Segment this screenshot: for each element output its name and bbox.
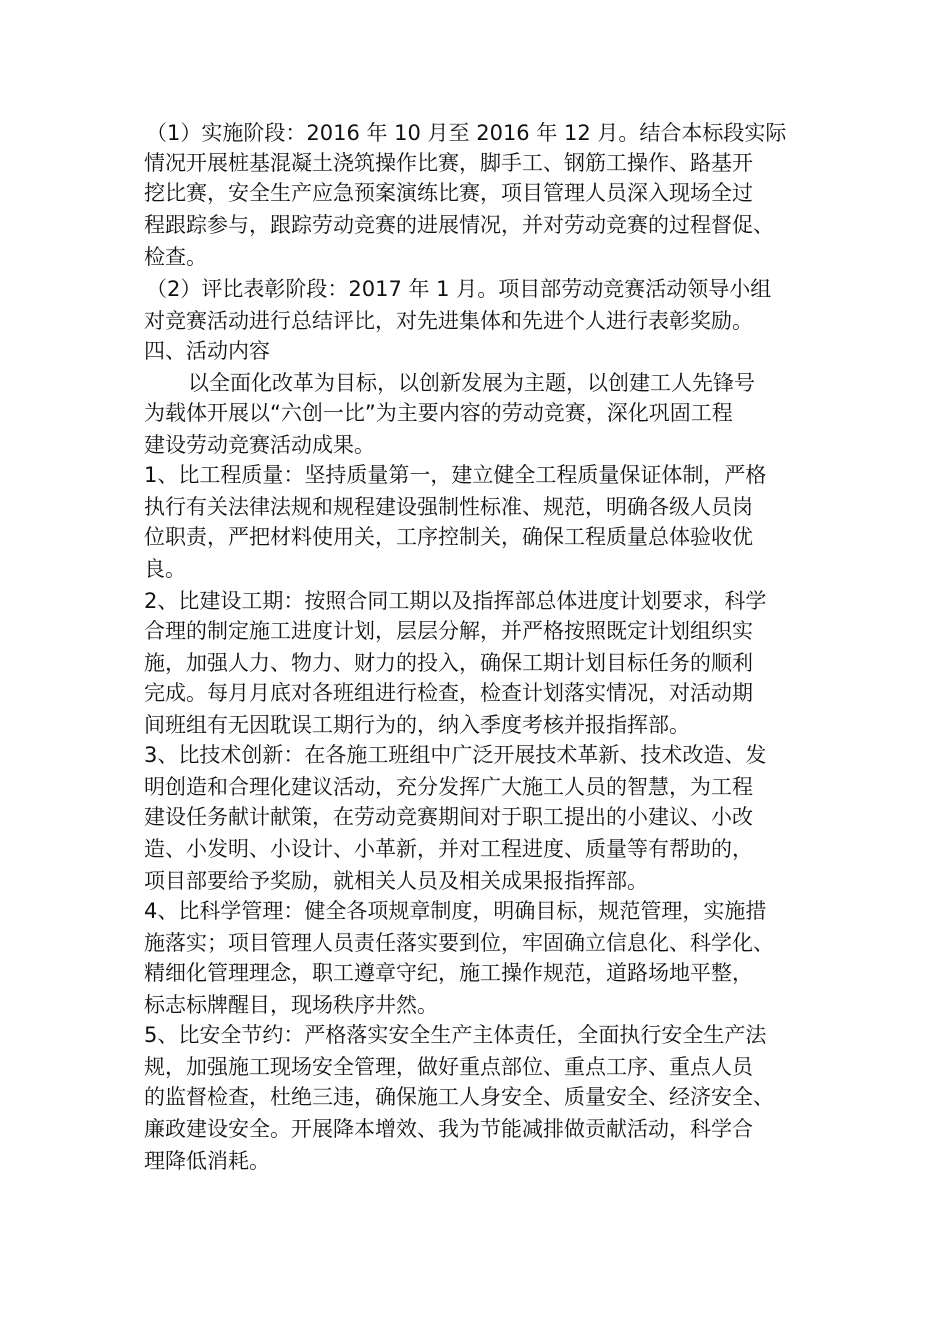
text-line: 3、比技术创新：在各施工班组中广泛开展技术革新、技术改造、发 (144, 743, 767, 767)
text-line: 情况开展桩基混凝土浇筑操作比赛，脚手工、钢筋工操作、路基开 (144, 151, 753, 175)
text-line: 施落实；项目管理人员责任落实要到位，牢固确立信息化、科学化、 (144, 931, 774, 955)
text-line: 4、比科学管理：健全各项规章制度，明确目标，规范管理，实施措 (144, 899, 767, 923)
section-heading: 四、活动内容 (144, 339, 270, 363)
text-line: 良。 (144, 557, 186, 581)
text-line: 挖比赛，安全生产应急预案演练比赛，项目管理人员深入现场全过 (144, 181, 753, 205)
text-line: （1）实施阶段：2016 年 10 月至 2016 年 12 月。结合本标段实际 (146, 121, 787, 145)
text-line: （2）评比表彰阶段：2017 年 1 月。项目部劳动竞赛活动领导小组 (146, 277, 772, 301)
text-line: 精细化管理理念，职工遵章守纪，施工操作规范，道路场地平整， (144, 961, 753, 985)
text-line: 规，加强施工现场安全管理，做好重点部位、重点工序、重点人员 (144, 1055, 753, 1079)
text-line: 以全面化改革为目标，以创新发展为主题，以创建工人先锋号 (188, 371, 755, 395)
text-line: 建设任务献计献策，在劳动竞赛期间对于职工提出的小建议、小改 (144, 805, 753, 829)
text-line: 对竞赛活动进行总结评比，对先进集体和先进个人进行表彰奖励。 (144, 309, 753, 333)
text-line: 为载体开展以“六创一比”为主要内容的劳动竞赛，深化巩固工程 (144, 401, 733, 425)
text-line: 理降低消耗。 (144, 1149, 270, 1173)
text-line: 1、比工程质量：坚持质量第一，建立健全工程质量保证体制，严格 (144, 463, 767, 487)
text-line: 廉政建设安全。开展降本增效、我为节能减排做贡献活动，科学合 (144, 1117, 753, 1141)
text-line: 建设劳动竞赛活动成果。 (144, 433, 375, 457)
text-line: 造、小发明、小设计、小革新，并对工程进度、质量等有帮助的， (144, 837, 753, 861)
text-line: 标志标牌醒目，现场秩序井然。 (144, 993, 438, 1017)
text-line: 施，加强人力、物力、财力的投入，确保工期计划目标任务的顺利 (144, 651, 753, 675)
text-line: 合理的制定施工进度计划，层层分解，并严格按照既定计划组织实 (144, 619, 753, 643)
text-line: 5、比安全节约：严格落实安全生产主体责任，全面执行安全生产法 (144, 1023, 767, 1047)
text-line: 位职责，严把材料使用关，工序控制关，确保工程质量总体验收优 (144, 525, 753, 549)
text-line: 执行有关法律法规和规程建设强制性标准、规范，明确各级人员岗 (144, 495, 753, 519)
text-line: 明创造和合理化建议活动，充分发挥广大施工人员的智慧，为工程 (144, 775, 753, 799)
text-line: 程跟踪参与，跟踪劳动竞赛的进展情况，并对劳动竞赛的过程督促、 (144, 213, 774, 237)
text-line: 完成。每月月底对各班组进行检查，检查计划落实情况，对活动期 (144, 681, 753, 705)
text-line: 检查。 (144, 245, 207, 269)
text-line: 2、比建设工期：按照合同工期以及指挥部总体进度计划要求，科学 (144, 589, 767, 613)
text-line: 的监督检查，杜绝三违，确保施工人身安全、质量安全、经济安全、 (144, 1085, 774, 1109)
text-line: 项目部要给予奖励，就相关人员及相关成果报指挥部。 (144, 869, 648, 893)
text-line: 间班组有无因耽误工期行为的，纳入季度考核并报指挥部。 (144, 713, 690, 737)
